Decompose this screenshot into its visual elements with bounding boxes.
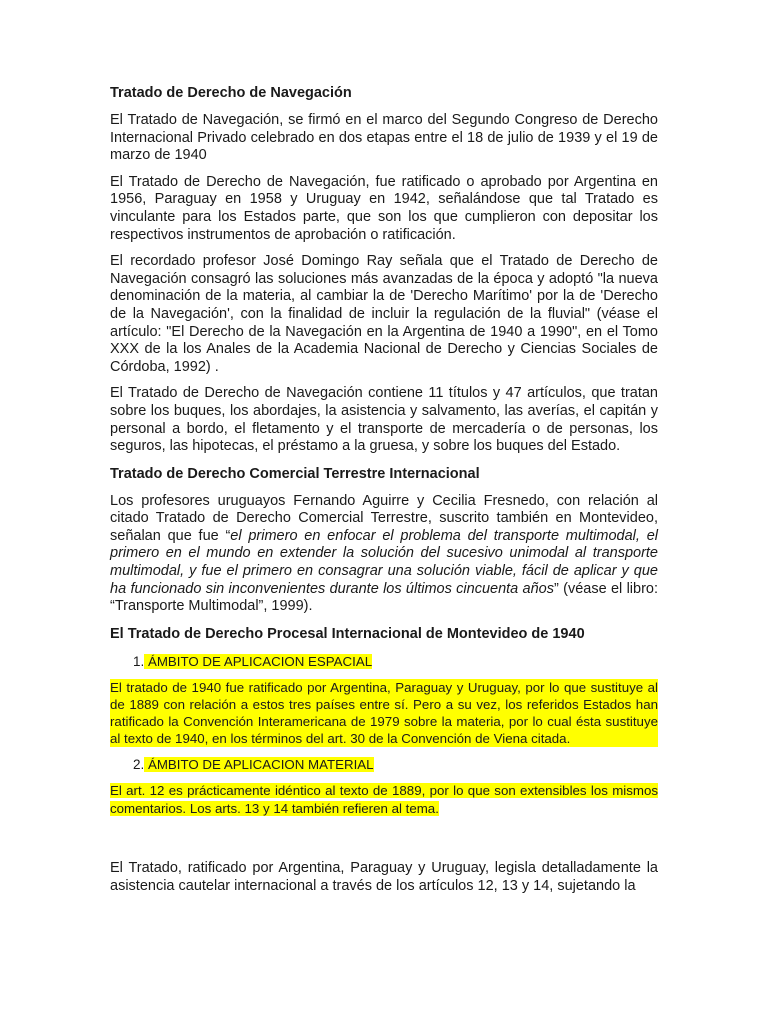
paragraph-comercial-end: ” (véase el libro: “Transporte Multimodal”, 1999). [110,580,658,615]
list-item-1-label: ÁMBITO DE APLICACION ESPACIAL [144,653,373,669]
paragraph-final: El Tratado, ratificado por Argentina, Paraguay y Uruguay, legisla detalladamente la asistencia cautelar internacional a través de los artículos 12, 13 y 14, sujetando la [110,860,658,894]
document-page [110,84,658,904]
heading-comercial: Tratado de Derecho Comercial Terrestre Internacional [110,465,480,482]
paragraph-nav-4: El Tratado de Derecho de Navegación contiene 11 títulos y 47 artículos, que tratan sobre los buques, los abordajes, la asistencia y salvamento, las averías, el capitán y personal a bordo, el fletamento y el transporte de mercadería o de personas, los seguros, las hipotecas, el préstamo a la gruesa, y sobre los buques del Estado. [110,385,658,455]
list-item-1 [110,653,658,670]
paragraph-comercial-start: Los profesores uruguayos Fernando Aguirre y Cecilia Fresnedo, con relación al citado Tratado de Derecho Comercial Terrestre, suscrito también en Montevideo, señalan que fue “ [110,492,658,544]
highlight-paragraph-1: El tratado de 1940 fue ratificado por Argentina, Paraguay y Uruguay, por lo que sustituye al de 1889 con relación a estos tres países entre sí. Pero a su vez, los referidos Estados han ratificado la Convención Interamericana de 1979 sobre la materia, por lo cual ésta sustituye al texto de 1940, en los términos del art. 30 de la Convención de Viena citada. [110,679,658,746]
heading-navegacion: Tratado de Derecho de Navegación [110,85,352,101]
spacer [110,828,658,860]
heading-procesal: El Tratado de Derecho Procesal Internacional de Montevideo de 1940 [110,625,585,642]
paragraph-nav-2: El Tratado de Derecho de Navegación, fue ratificado o aprobado por Argentina en 1956, Paraguay en 1958 y Uruguay en 1942, señalándose que tal Tratado es vinculante para los Estados parte, que son los que cumplieron con depositar los respectivos instrumentos de aprobación o ratificación. [110,173,658,243]
list-item-2 [110,756,658,773]
paragraph-nav-3: El recordado profesor José Domingo Ray señala que el Tratado de Derecho de Navegación consagró las soluciones más avanzadas de la época y adoptó "la nueva denominación de la materia, al cambiar la de 'Derecho Marítimo' por la de 'Derecho de la Navegación', con la finalidad de incluir la regulación de la fluvial" (véase el artículo: "El Derecho de la Navegación en la Argentina de 1940 a 1990", en el Tomo XXX de la los Anales de la Academia Nacional de Derecho y Ciencias Sociales de Córdoba, 1992) . [110,253,658,375]
list-item-2-label: ÁMBITO DE APLICACION MATERIAL [144,756,374,772]
list-item-1-number: 1. [133,653,145,669]
paragraph-nav-1: El Tratado de Navegación, se firmó en el marco del Segundo Congreso de Derecho Internacional Privado celebrado en dos etapas entre el 18 de julio de 1939 y el 19 de marzo de 1940 [110,112,658,164]
paragraph-comercial-quote: el primero en enfocar el problema del transporte multimodal, el primero en el mundo en extender la solución del sucesivo unimodal al transporte multimodal, y fue el primero en consagrar una solución viable, fácil de aplicar y que ha funcionado sin inconvenientes durante los últimos cincuenta años [110,527,658,597]
highlight-paragraph-2: El art. 12 es prácticamente idéntico al texto de 1889, por lo que son extensibles los mismos comentarios. Los arts. 13 y 14 también refieren al tema. [110,782,658,817]
paragraph-comercial [110,493,658,616]
list-item-2-number: 2. [133,756,145,772]
highlight-paragraph-2-wrapper [110,782,658,819]
